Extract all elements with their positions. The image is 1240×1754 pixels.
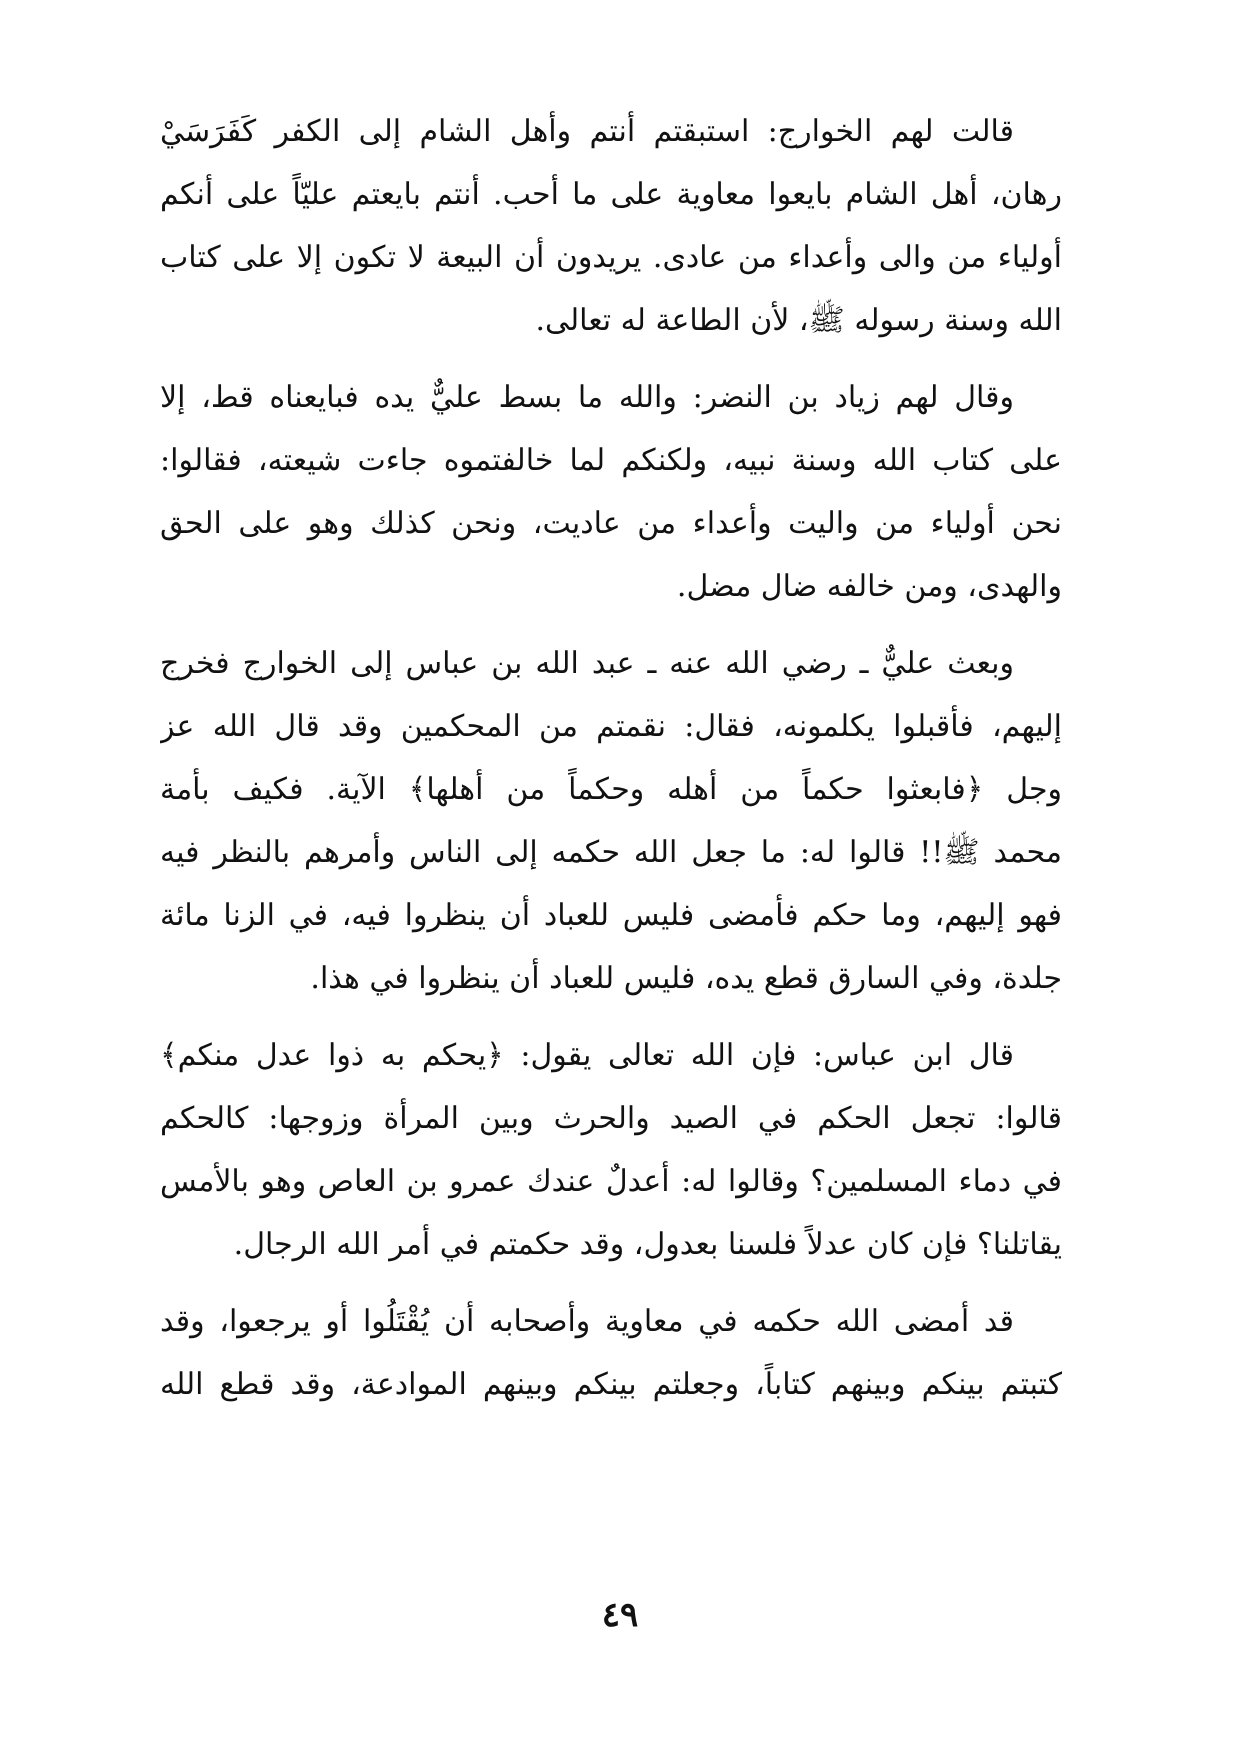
- text-line: رهان، أهل الشام بايعوا معاوية على ما أحب. أنتم بايعتم عليّاً على أنكم: [160, 177, 1062, 212]
- page-number: ٤٩: [601, 1595, 639, 1635]
- text-line: في دماء المسلمين؟ وقالوا له: أعدلٌ عندك عمرو بن العاص وهو بالأمس: [160, 1164, 1062, 1199]
- text-line: أولياء من والى وأعداء من عادى. يريدون أن البيعة لا تكون إلا على كتاب: [160, 240, 1062, 275]
- text-line: نحن أولياء من واليت وأعداء من عاديت، ونحن كذلك وهو على الحق: [160, 506, 1062, 541]
- page-body-text: [160, 100, 1062, 1430]
- text-line: قالت لهم الخوارج: استبقتم أنتم وأهل الشام إلى الكفر كَفَرَسَيْ: [160, 114, 1014, 149]
- text-line: إليهم، فأقبلوا يكلمونه، فقال: نقمتم من المحكمين وقد قال الله عز: [160, 709, 1062, 744]
- text-line: وجل ﴿فابعثوا حكماً من أهله وحكماً من أهلها﴾ الآية. فكيف بأمة: [160, 772, 1062, 807]
- text-line: قالوا: تجعل الحكم في الصيد والحرث وبين المرأة وزوجها: كالحكم: [160, 1101, 1062, 1136]
- text-line: والهدى، ومن خالفه ضال مضل.: [676, 569, 1062, 604]
- text-line: وقال لهم زياد بن النضر: والله ما بسط عليٌّ يده فبايعناه قط، إلا: [160, 380, 1014, 415]
- paragraph-4: [160, 1024, 1062, 1276]
- text-line: الله وسنة رسوله ﷺ، لأن الطاعة له تعالى.: [535, 303, 1062, 338]
- text-line: قد أمضى الله حكمه في معاوية وأصحابه أن يُقْتَلُوا أو يرجعوا، وقد: [160, 1304, 1014, 1339]
- text-line: وبعث عليٌّ ـ رضي الله عنه ـ عبد الله بن عباس إلى الخوارج فخرج: [160, 646, 1014, 681]
- paragraph-1: [160, 100, 1062, 352]
- text-line: محمد ﷺ!! قالوا له: ما جعل الله حكمه إلى الناس وأمرهم بالنظر فيه: [160, 835, 1062, 870]
- paragraph-2: [160, 366, 1062, 618]
- text-line: يقاتلنا؟ فإن كان عدلاً فلسنا بعدول، وقد حكمتم في أمر الله الرجال.: [233, 1227, 1062, 1262]
- text-line: كتبتم بينكم وبينهم كتاباً، وجعلتم بينكم وبينهم الموادعة، وقد قطع الله: [160, 1367, 1062, 1402]
- text-line: على كتاب الله وسنة نبيه، ولكنكم لما خالفتموه جاءت شيعته، فقالوا:: [160, 443, 1062, 478]
- paragraph-3: [160, 632, 1062, 1010]
- text-line: فهو إليهم، وما حكم فأمضى فليس للعباد أن ينظروا فيه، في الزنا مائة: [160, 898, 1062, 933]
- paragraph-5: [160, 1290, 1062, 1416]
- text-line: قال ابن عباس: فإن الله تعالى يقول: ﴿يحكم به ذوا عدل منكم﴾: [160, 1038, 1014, 1073]
- text-line: جلدة، وفي السارق قطع يده، فليس للعباد أن ينظروا في هذا.: [310, 961, 1062, 996]
